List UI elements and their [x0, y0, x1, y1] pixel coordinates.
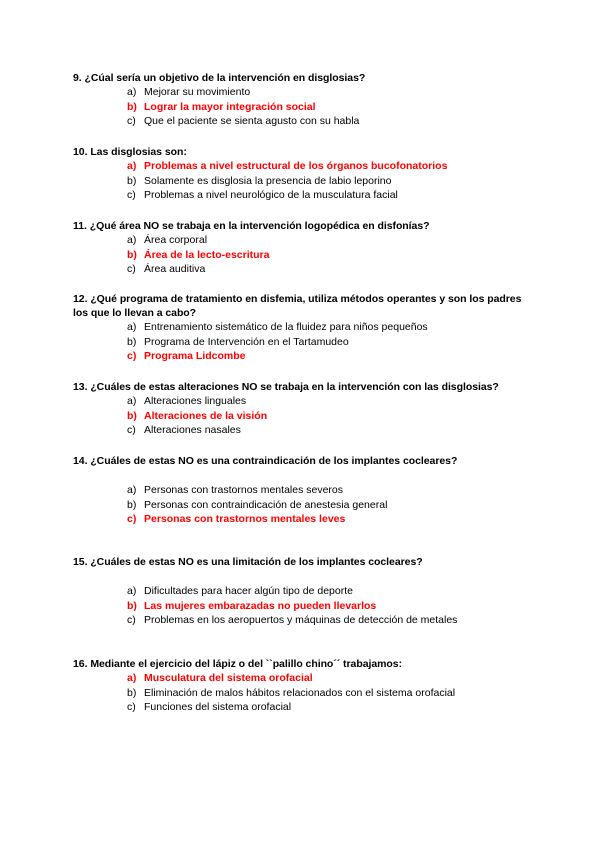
answer-text: Programa de Intervención en el Tartamudeo [144, 335, 349, 348]
answer-text: Alteraciones nasales [144, 424, 241, 437]
answer-letter: a) [127, 585, 137, 597]
answer-text: Que el paciente se sienta agusto con su habla [144, 115, 360, 128]
answer-option-correct [73, 349, 533, 364]
answer-text: Problemas en los aeropuertos y máquinas de detección de metales [144, 614, 458, 627]
answer-option [73, 483, 533, 498]
answer-option [73, 114, 533, 129]
question-text: 15. ¿Cuáles de estas NO es una limitación de los implantes cocleares? [73, 556, 423, 568]
answer-text: Dificultades para hacer algún tipo de deporte [144, 585, 353, 597]
answer-letter: b) [127, 686, 137, 699]
question-15 [73, 555, 533, 628]
answer-option-correct [73, 599, 533, 614]
question-text: 12. ¿Qué programa de tratamiento en disfemia, utiliza métodos operantes y son los padres los que lo llevan a cabo? [73, 293, 522, 319]
answer-text: Alteraciones linguales [144, 395, 247, 407]
question-text: 13. ¿Cuáles de estas alteraciones NO se trabaja en la intervención con las disglosias? [73, 381, 499, 393]
answer-text: Funciones del sistema orofacial [144, 701, 292, 714]
answer-text: Mejorar su movimiento [144, 86, 251, 98]
answer-option-correct [73, 248, 533, 263]
answer-letter: a) [127, 86, 137, 98]
answer-letter: a) [127, 234, 137, 246]
answer-list [73, 483, 533, 527]
question-9 [73, 71, 533, 129]
question-16 [73, 657, 533, 715]
answer-text: Lograr la mayor integración social [144, 100, 316, 113]
answer-text: Problemas a nivel estructural de los órganos bucofonatorios [144, 160, 448, 172]
answer-text: Programa Lidcombe [144, 350, 246, 363]
answer-letter: c) [127, 513, 137, 526]
answer-option-correct [73, 671, 533, 686]
answer-letter: c) [127, 701, 136, 714]
answer-text: Las mujeres embarazadas no pueden llevarlos [144, 599, 377, 612]
answer-letter: c) [127, 424, 136, 437]
answer-list [73, 671, 533, 715]
answer-option [73, 498, 533, 513]
answer-text: Musculatura del sistema orofacial [144, 672, 313, 684]
question-11 [73, 219, 533, 277]
answer-letter: b) [127, 599, 137, 612]
answer-option [73, 700, 533, 715]
answer-option-correct [73, 100, 533, 115]
answer-option-correct [73, 159, 533, 174]
question-text: 9. ¿Cúal sería un objetivo de la intervención en disglosias? [73, 72, 366, 84]
question-13 [73, 380, 533, 438]
answer-option [73, 686, 533, 701]
answer-list [73, 85, 533, 129]
answer-text: Personas con trastornos mentales severos [144, 484, 344, 496]
answer-list [73, 159, 533, 203]
answer-text: Alteraciones de la visión [144, 409, 268, 422]
answer-option [73, 423, 533, 438]
answer-option [73, 262, 533, 277]
answer-letter: c) [127, 350, 137, 363]
answer-letter: a) [127, 484, 137, 496]
answer-letter: a) [127, 672, 137, 684]
answer-text: Problemas a nivel neurológico de la musculatura facial [144, 189, 398, 202]
answer-text: Entrenamiento sistemático de la fluidez para niños pequeños [144, 321, 428, 333]
answer-letter: a) [127, 321, 137, 333]
question-text: 10. Las disglosias son: [73, 146, 187, 158]
answer-letter: b) [127, 409, 137, 422]
answer-text: Solamente es disglosia la presencia de labio leporino [144, 174, 392, 187]
answer-list [73, 233, 533, 277]
answer-text: Área corporal [144, 234, 208, 246]
answer-option-correct [73, 512, 533, 527]
answer-option [73, 188, 533, 203]
answer-letter: c) [127, 189, 136, 202]
answer-text: Área de la lecto-escritura [144, 248, 270, 261]
answer-letter: c) [127, 263, 136, 276]
answer-list [73, 584, 533, 628]
answer-list [73, 394, 533, 438]
question-14 [73, 454, 533, 527]
question-10 [73, 145, 533, 203]
question-text: 11. ¿Qué área NO se trabaja en la intervención logopédica en disfonías? [73, 220, 430, 232]
question-text: 16. Mediante el ejercicio del lápiz o del ``palillo chino´´ trabajamos: [73, 658, 403, 670]
answer-option-correct [73, 409, 533, 424]
answer-letter: b) [127, 248, 137, 261]
answer-option [73, 233, 533, 248]
answer-option [73, 335, 533, 350]
question-text: 14. ¿Cuáles de estas NO es una contraindicación de los implantes cocleares? [73, 455, 458, 467]
answer-option [73, 394, 533, 409]
answer-letter: b) [127, 335, 137, 348]
answer-letter: b) [127, 498, 137, 511]
answer-letter: a) [127, 395, 137, 407]
answer-option [73, 85, 533, 100]
answer-letter: c) [127, 614, 136, 627]
answer-text: Personas con contraindicación de anestesia general [144, 498, 388, 511]
answer-option [73, 584, 533, 599]
answer-list [73, 320, 533, 364]
answer-option [73, 320, 533, 335]
answer-letter: a) [127, 160, 137, 172]
answer-option [73, 613, 533, 628]
answer-letter: b) [127, 174, 137, 187]
answer-text: Área auditiva [144, 263, 206, 276]
answer-letter: c) [127, 115, 136, 128]
answer-option [73, 174, 533, 189]
question-12 [73, 292, 533, 364]
answer-text: Personas con trastornos mentales leves [144, 513, 346, 526]
answer-letter: b) [127, 100, 137, 113]
answer-text: Eliminación de malos hábitos relacionados con el sistema orofacial [144, 686, 456, 699]
